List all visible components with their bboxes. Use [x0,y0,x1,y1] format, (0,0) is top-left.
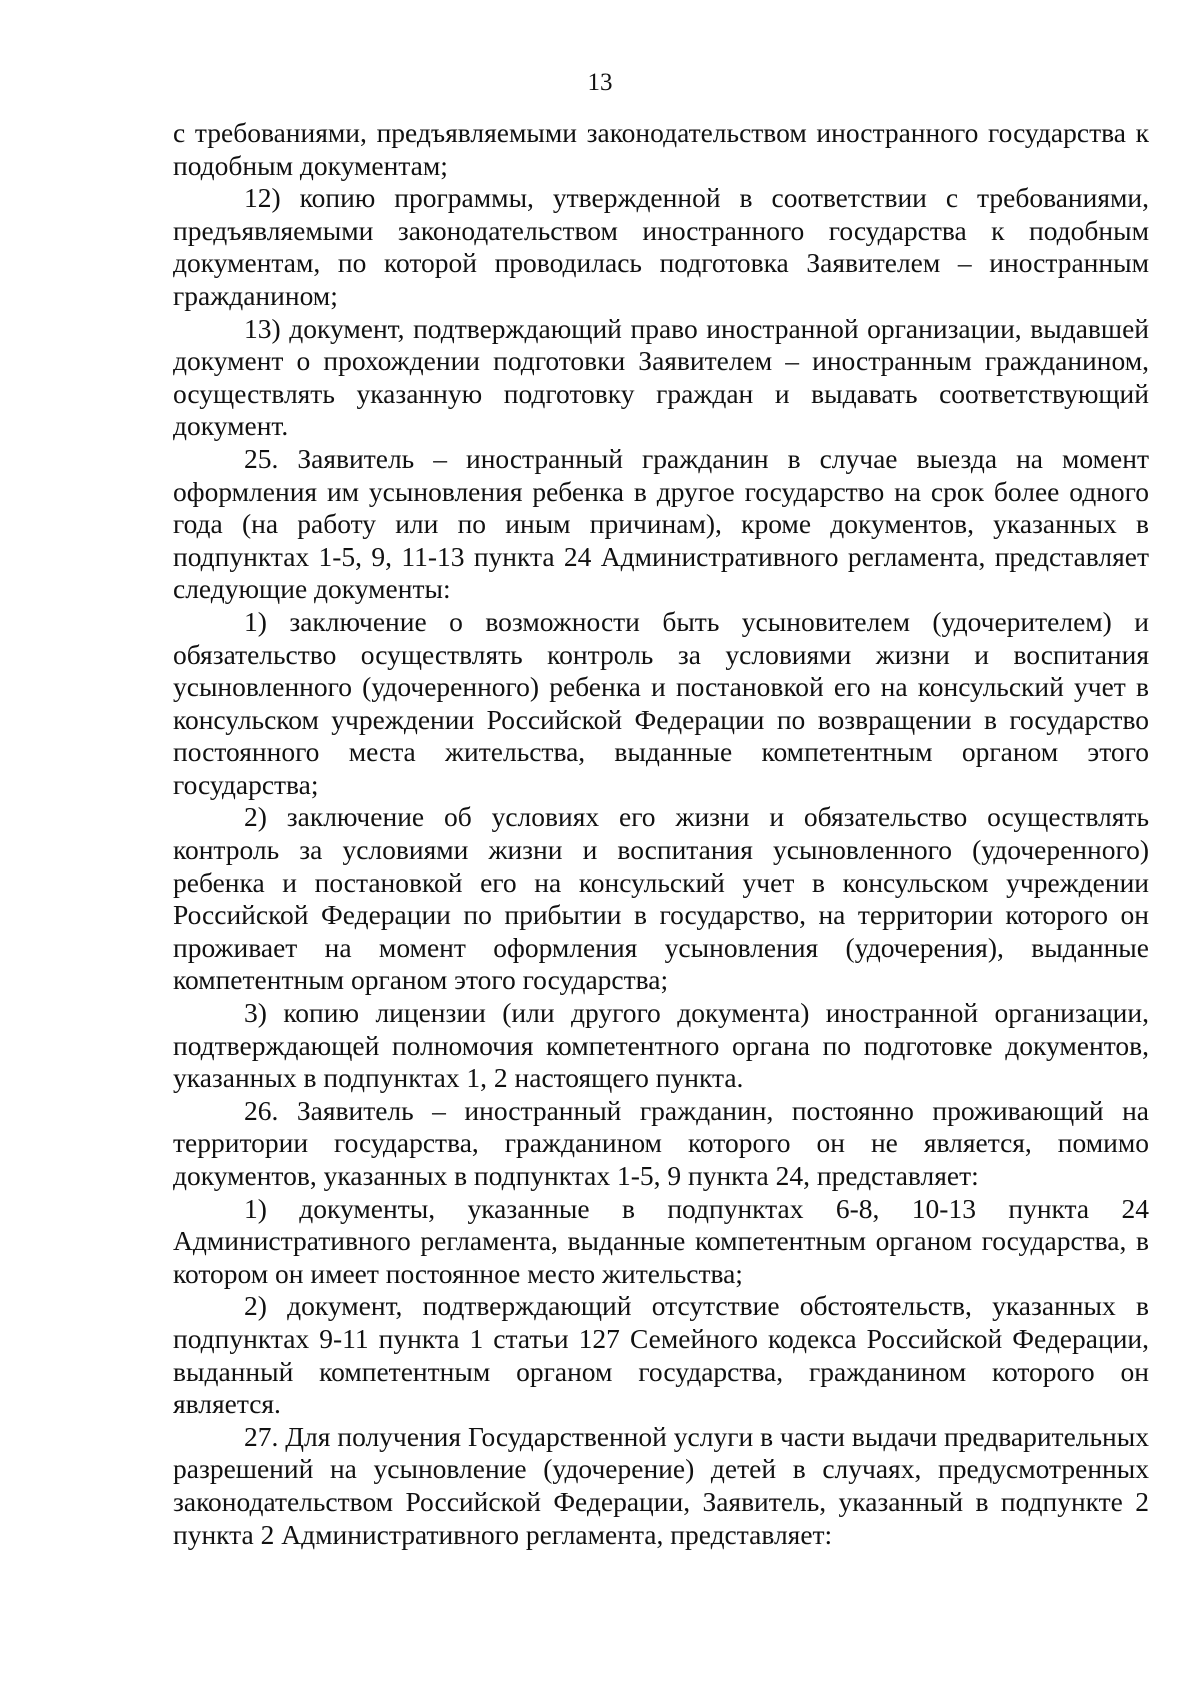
paragraph-section-25: 25. Заявитель – иностранный гражданин в случае выезда на момент оформления им усыновления ребенка в другое государство на срок более одного года (на работу или по иным причинам), кроме документов, указанных в подпунктах 1-5, 9, 11-13 пункта 24 Административного регламента, представляет следующие документы: [173,442,1149,605]
paragraph-25-item-2: 2) заключение об условиях его жизни и обязательство осуществлять контроль за условиями жизни и воспитания усыновленного (удочеренного) ребенка и постановкой его на консульский учет в консульском учреждении Российской Федерации по прибытии в государство, на территории которого он проживает на момент оформления усыновления (удочерения), выданные компетентным органом этого государства; [173,801,1149,996]
paragraph-section-26: 26. Заявитель – иностранный гражданин, постоянно проживающий на территории государства, гражданином которого он не является, помимо документов, указанных в подпунктах 1-5, 9 пункта 24, представляет: [173,1094,1149,1191]
paragraph-25-item-1: 1) заключение о возможности быть усыновителем (удочерителем) и обязательство осуществлять контроль за условиями жизни и воспитания усыновленного (удочеренного) ребенка и постановкой его на консульский учет в консульском учреждении Российской Федерации по возвращении в государство постоянного места жительства, выданные компетентным органом этого государства; [173,605,1149,800]
paragraph-26-item-1: 1) документы, указанные в подпунктах 6-8, 10-13 пункта 24 Административного регламента, выданные компетентным органом государства, в котором он имеет постоянное место жительства; [173,1192,1149,1289]
paragraph-26-item-2: 2) документ, подтверждающий отсутствие обстоятельств, указанных в подпунктах 9-11 пункта 1 статьи 127 Семейного кодекса Российской Федерации, выданный компетентным органом государства, гражданином которого он является. [173,1290,1149,1420]
paragraph-item-12: 12) копию программы, утвержденной в соответствии с требованиями, предъявляемыми законодательством иностранного государства к подобным документам, по которой проводилась подготовка Заявителем – иностранным гражданином; [173,182,1149,311]
paragraph-section-27: 27. Для получения Государственной услуги в части выдачи предварительных разрешений на усыновление (удочерение) детей в случаях, предусмотренных законодательством Российской Федерации, Заявитель, указанный в подпункте 2 пункта 2 Административного регламента, представляет: [173,1420,1149,1550]
paragraph-continuation: с требованиями, предъявляемыми законодательством иностранного государства к подобным документам; [173,117,1149,181]
document-body [173,117,1149,1551]
paragraph-25-item-3: 3) копию лицензии (или другого документа) иностранной организации, подтверждающей полномочия компетентного органа по подготовке документов, указанных в подпунктах 1, 2 настоящего пункта. [173,997,1149,1094]
page-number: 13 [587,69,613,96]
paragraph-item-13: 13) документ, подтверждающий право иностранной организации, выдавшей документ о прохождении подготовки Заявителем – иностранным гражданином, осуществлять указанную подготовку граждан и выдавать соответствующий документ. [173,312,1149,442]
